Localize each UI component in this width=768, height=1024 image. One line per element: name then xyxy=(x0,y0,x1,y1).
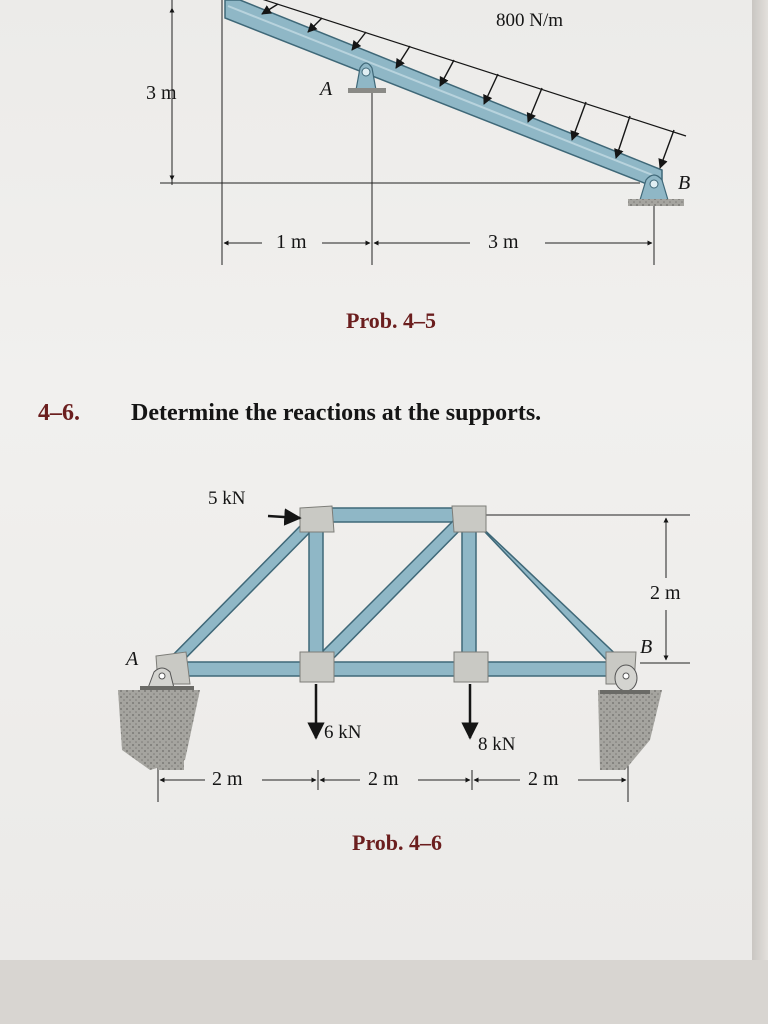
caption-prob-4-6: Prob. 4–6 xyxy=(352,830,443,855)
dim-label-2m-third: 2 m xyxy=(528,768,559,790)
force-label-6kn: 6 kN xyxy=(324,722,362,743)
label-b-46: B xyxy=(640,636,653,658)
caption-prob-4-5: Prob. 4–5 xyxy=(346,308,437,333)
beam-highlight xyxy=(228,6,660,178)
force-label-8kn: 8 kN xyxy=(478,734,516,755)
dim-label-1m: 1 m xyxy=(276,231,307,253)
label-a-45: A xyxy=(320,78,333,100)
ground-right xyxy=(598,690,662,770)
dim-label-2m-first: 2 m xyxy=(212,768,243,790)
diagonal-middle xyxy=(310,512,470,672)
prob-4-5-figure xyxy=(160,0,686,265)
distributed-load-line xyxy=(240,0,686,136)
vertical-left xyxy=(309,520,323,664)
dim-label-2m-height: 2 m xyxy=(650,582,681,604)
problem-statement: Determine the reactions at the supports. xyxy=(131,400,542,426)
label-b-45: B xyxy=(678,172,691,194)
problem-number-4-6: 4–6. xyxy=(38,400,80,426)
force-5kn-arrow xyxy=(268,516,300,518)
load-label-800: 800 N/m xyxy=(496,10,564,31)
bottom-chord xyxy=(170,662,624,676)
vertical-right xyxy=(462,520,476,664)
top-chord xyxy=(316,508,468,522)
force-label-5kn: 5 kN xyxy=(208,488,246,509)
dim-label-3m-height: 3 m xyxy=(146,82,177,104)
inclined-beam xyxy=(225,0,662,190)
diagonal-right xyxy=(466,512,626,672)
prob-4-6-figure xyxy=(118,506,690,802)
dim-label-2m-second: 2 m xyxy=(368,768,399,790)
label-a-46: A xyxy=(126,648,139,670)
dim-label-3m-span: 3 m xyxy=(488,231,519,253)
diagonal-left xyxy=(164,512,322,672)
truss-members xyxy=(164,508,626,676)
